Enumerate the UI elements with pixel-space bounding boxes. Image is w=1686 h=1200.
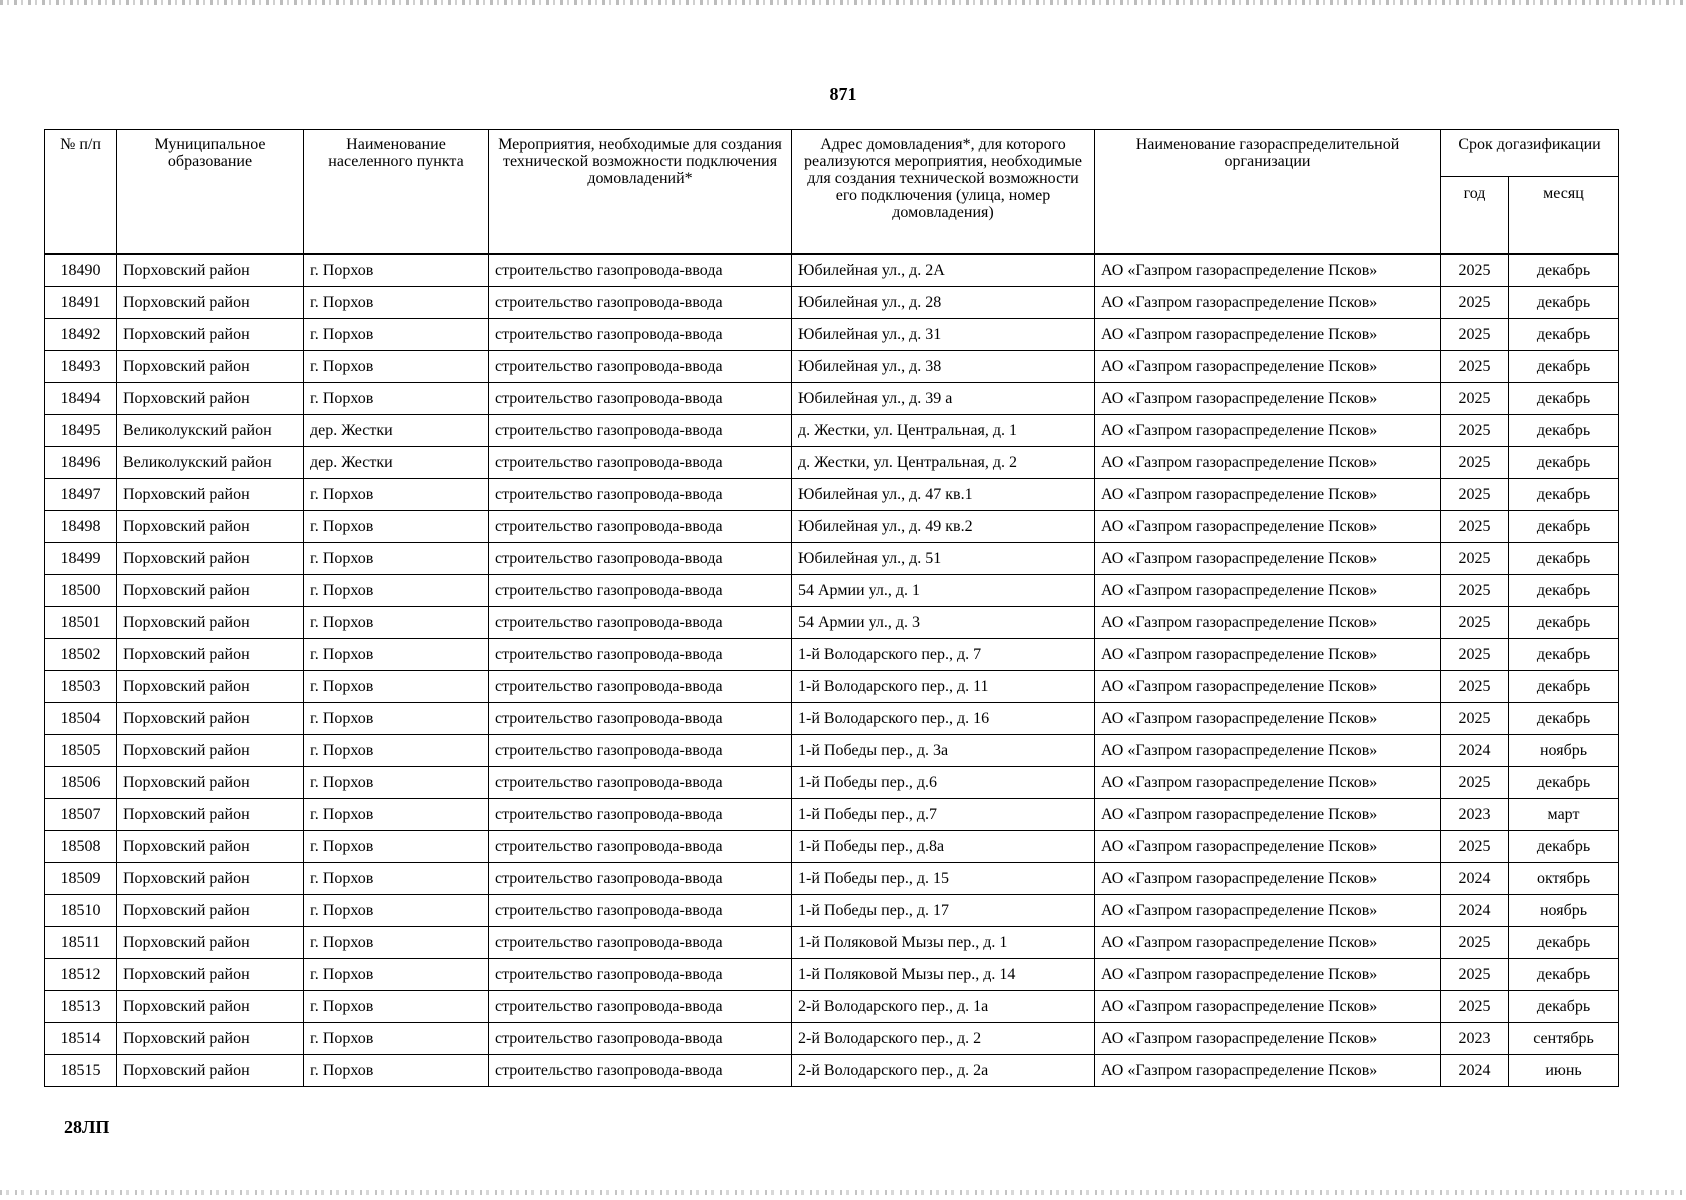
table-row xyxy=(45,799,1619,831)
table-row xyxy=(45,991,1619,1023)
table-row xyxy=(45,1023,1619,1055)
cell-month: декабрь xyxy=(1509,254,1619,287)
cell-municipality: Порховский район xyxy=(117,1055,304,1087)
table-row xyxy=(45,1055,1619,1087)
cell-organization: АО «Газпром газораспределение Псков» xyxy=(1095,799,1441,831)
cell-year: 2025 xyxy=(1441,254,1509,287)
cell-month: декабрь xyxy=(1509,607,1619,639)
cell-organization: АО «Газпром газораспределение Псков» xyxy=(1095,383,1441,415)
table-body xyxy=(45,254,1619,1087)
cell-address: Юбилейная ул., д. 51 xyxy=(792,543,1095,575)
cell-address: д. Жестки, ул. Центральная, д. 2 xyxy=(792,447,1095,479)
cell-municipality: Порховский район xyxy=(117,479,304,511)
header-year: год xyxy=(1441,177,1509,255)
cell-settlement: г. Порхов xyxy=(304,479,489,511)
cell-address: 1-й Володарского пер., д. 11 xyxy=(792,671,1095,703)
cell-year: 2025 xyxy=(1441,319,1509,351)
cell-num: 18492 xyxy=(45,319,117,351)
cell-municipality: Порховский район xyxy=(117,511,304,543)
cell-municipality: Порховский район xyxy=(117,991,304,1023)
table-row xyxy=(45,383,1619,415)
cell-organization: АО «Газпром газораспределение Псков» xyxy=(1095,735,1441,767)
cell-settlement: г. Порхов xyxy=(304,831,489,863)
cell-address: 2-й Володарского пер., д. 2а xyxy=(792,1055,1095,1087)
cell-settlement: г. Порхов xyxy=(304,703,489,735)
cell-year: 2025 xyxy=(1441,927,1509,959)
cell-month: октябрь xyxy=(1509,863,1619,895)
cell-municipality: Порховский район xyxy=(117,383,304,415)
cell-num: 18510 xyxy=(45,895,117,927)
table-row xyxy=(45,479,1619,511)
cell-organization: АО «Газпром газораспределение Псков» xyxy=(1095,639,1441,671)
cell-year: 2025 xyxy=(1441,575,1509,607)
cell-municipality: Великолукский район xyxy=(117,447,304,479)
cell-year: 2024 xyxy=(1441,895,1509,927)
cell-address: Юбилейная ул., д. 31 xyxy=(792,319,1095,351)
cell-municipality: Порховский район xyxy=(117,895,304,927)
cell-year: 2023 xyxy=(1441,1023,1509,1055)
cell-year: 2024 xyxy=(1441,1055,1509,1087)
cell-municipality: Порховский район xyxy=(117,1023,304,1055)
table-header xyxy=(45,130,1619,255)
header-address: Адрес домовладения*, для которого реализуются мероприятия, необходимые для создания технической возможности его подключения (улица, номер домовладения) xyxy=(792,130,1095,255)
cell-municipality: Порховский район xyxy=(117,767,304,799)
cell-measures: строительство газопровода-ввода xyxy=(489,831,792,863)
header-term: Срок догазификации xyxy=(1441,130,1619,177)
cell-organization: АО «Газпром газораспределение Псков» xyxy=(1095,863,1441,895)
cell-settlement: г. Порхов xyxy=(304,671,489,703)
cell-settlement: дер. Жестки xyxy=(304,447,489,479)
table-row xyxy=(45,767,1619,799)
header-num: № п/п xyxy=(45,130,117,255)
cell-num: 18499 xyxy=(45,543,117,575)
cell-settlement: г. Порхов xyxy=(304,1055,489,1087)
cell-year: 2025 xyxy=(1441,351,1509,383)
cell-measures: строительство газопровода-ввода xyxy=(489,543,792,575)
cell-month: декабрь xyxy=(1509,959,1619,991)
cell-municipality: Порховский район xyxy=(117,735,304,767)
cell-month: декабрь xyxy=(1509,543,1619,575)
cell-measures: строительство газопровода-ввода xyxy=(489,703,792,735)
cell-settlement: г. Порхов xyxy=(304,767,489,799)
cell-municipality: Порховский район xyxy=(117,959,304,991)
table-row xyxy=(45,575,1619,607)
cell-month: декабрь xyxy=(1509,319,1619,351)
cell-year: 2025 xyxy=(1441,991,1509,1023)
cell-address: 1-й Победы пер., д.8а xyxy=(792,831,1095,863)
cell-municipality: Порховский район xyxy=(117,575,304,607)
cell-year: 2025 xyxy=(1441,479,1509,511)
cell-municipality: Порховский район xyxy=(117,703,304,735)
cell-organization: АО «Газпром газораспределение Псков» xyxy=(1095,1055,1441,1087)
cell-month: декабрь xyxy=(1509,287,1619,319)
cell-measures: строительство газопровода-ввода xyxy=(489,479,792,511)
cell-num: 18501 xyxy=(45,607,117,639)
cell-address: 1-й Победы пер., д. 17 xyxy=(792,895,1095,927)
cell-measures: строительство газопровода-ввода xyxy=(489,415,792,447)
cell-year: 2025 xyxy=(1441,703,1509,735)
cell-settlement: г. Порхов xyxy=(304,799,489,831)
cell-municipality: Порховский район xyxy=(117,351,304,383)
table-row xyxy=(45,831,1619,863)
table-row xyxy=(45,895,1619,927)
cell-num: 18496 xyxy=(45,447,117,479)
cell-month: декабрь xyxy=(1509,575,1619,607)
cell-address: 1-й Победы пер., д. 3а xyxy=(792,735,1095,767)
cell-address: Юбилейная ул., д. 49 кв.2 xyxy=(792,511,1095,543)
cell-organization: АО «Газпром газораспределение Псков» xyxy=(1095,831,1441,863)
cell-year: 2025 xyxy=(1441,671,1509,703)
gasification-table xyxy=(44,129,1619,1087)
cell-address: 1-й Володарского пер., д. 16 xyxy=(792,703,1095,735)
cell-organization: АО «Газпром газораспределение Псков» xyxy=(1095,415,1441,447)
cell-settlement: г. Порхов xyxy=(304,383,489,415)
cell-municipality: Порховский район xyxy=(117,639,304,671)
cell-settlement: г. Порхов xyxy=(304,863,489,895)
cell-measures: строительство газопровода-ввода xyxy=(489,447,792,479)
cell-address: 1-й Поляковой Мызы пер., д. 14 xyxy=(792,959,1095,991)
cell-address: 1-й Победы пер., д. 15 xyxy=(792,863,1095,895)
header-settlement: Наименование населенного пункта xyxy=(304,130,489,255)
cell-settlement: г. Порхов xyxy=(304,895,489,927)
cell-num: 18513 xyxy=(45,991,117,1023)
table-row xyxy=(45,447,1619,479)
cell-year: 2024 xyxy=(1441,735,1509,767)
cell-year: 2025 xyxy=(1441,639,1509,671)
cell-measures: строительство газопровода-ввода xyxy=(489,575,792,607)
cell-municipality: Порховский район xyxy=(117,319,304,351)
table-row xyxy=(45,703,1619,735)
cell-num: 18512 xyxy=(45,959,117,991)
header-month: месяц xyxy=(1509,177,1619,255)
cell-address: Юбилейная ул., д. 47 кв.1 xyxy=(792,479,1095,511)
cell-num: 18508 xyxy=(45,831,117,863)
cell-measures: строительство газопровода-ввода xyxy=(489,511,792,543)
cell-month: март xyxy=(1509,799,1619,831)
cell-municipality: Порховский район xyxy=(117,799,304,831)
cell-num: 18490 xyxy=(45,254,117,287)
table-row xyxy=(45,735,1619,767)
cell-month: декабрь xyxy=(1509,639,1619,671)
table-row xyxy=(45,639,1619,671)
cell-organization: АО «Газпром газораспределение Псков» xyxy=(1095,575,1441,607)
cell-settlement: г. Порхов xyxy=(304,319,489,351)
cell-address: 2-й Володарского пер., д. 2 xyxy=(792,1023,1095,1055)
cell-measures: строительство газопровода-ввода xyxy=(489,959,792,991)
cell-measures: строительство газопровода-ввода xyxy=(489,254,792,287)
scan-edge-top xyxy=(0,0,1686,5)
cell-num: 18505 xyxy=(45,735,117,767)
cell-organization: АО «Газпром газораспределение Псков» xyxy=(1095,319,1441,351)
cell-num: 18498 xyxy=(45,511,117,543)
cell-year: 2025 xyxy=(1441,767,1509,799)
cell-settlement: г. Порхов xyxy=(304,1023,489,1055)
cell-num: 18502 xyxy=(45,639,117,671)
table-row xyxy=(45,543,1619,575)
cell-organization: АО «Газпром газораспределение Псков» xyxy=(1095,927,1441,959)
cell-municipality: Порховский район xyxy=(117,543,304,575)
cell-month: декабрь xyxy=(1509,447,1619,479)
cell-organization: АО «Газпром газораспределение Псков» xyxy=(1095,479,1441,511)
cell-month: ноябрь xyxy=(1509,895,1619,927)
cell-settlement: г. Порхов xyxy=(304,254,489,287)
cell-num: 18511 xyxy=(45,927,117,959)
cell-month: декабрь xyxy=(1509,703,1619,735)
table-row xyxy=(45,927,1619,959)
cell-num: 18493 xyxy=(45,351,117,383)
cell-settlement: г. Порхов xyxy=(304,959,489,991)
cell-num: 18504 xyxy=(45,703,117,735)
cell-measures: строительство газопровода-ввода xyxy=(489,639,792,671)
footer-code: 28ЛП xyxy=(64,1117,110,1137)
cell-num: 18500 xyxy=(45,575,117,607)
cell-organization: АО «Газпром газораспределение Псков» xyxy=(1095,254,1441,287)
cell-settlement: г. Порхов xyxy=(304,991,489,1023)
cell-municipality: Порховский район xyxy=(117,287,304,319)
cell-municipality: Порховский район xyxy=(117,254,304,287)
cell-year: 2025 xyxy=(1441,959,1509,991)
header-municipality: Муниципальное образование xyxy=(117,130,304,255)
cell-month: декабрь xyxy=(1509,927,1619,959)
cell-measures: строительство газопровода-ввода xyxy=(489,607,792,639)
cell-municipality: Порховский район xyxy=(117,831,304,863)
cell-year: 2025 xyxy=(1441,543,1509,575)
cell-settlement: г. Порхов xyxy=(304,639,489,671)
table-row xyxy=(45,863,1619,895)
table-row xyxy=(45,287,1619,319)
cell-settlement: г. Порхов xyxy=(304,351,489,383)
cell-year: 2025 xyxy=(1441,287,1509,319)
table-row xyxy=(45,319,1619,351)
cell-num: 18494 xyxy=(45,383,117,415)
cell-year: 2024 xyxy=(1441,863,1509,895)
table-row xyxy=(45,415,1619,447)
cell-year: 2025 xyxy=(1441,383,1509,415)
cell-year: 2025 xyxy=(1441,415,1509,447)
cell-month: декабрь xyxy=(1509,511,1619,543)
cell-organization: АО «Газпром газораспределение Псков» xyxy=(1095,991,1441,1023)
cell-measures: строительство газопровода-ввода xyxy=(489,1055,792,1087)
cell-measures: строительство газопровода-ввода xyxy=(489,351,792,383)
cell-month: декабрь xyxy=(1509,351,1619,383)
table-row xyxy=(45,959,1619,991)
cell-organization: АО «Газпром газораспределение Псков» xyxy=(1095,543,1441,575)
cell-num: 18497 xyxy=(45,479,117,511)
cell-address: 1-й Володарского пер., д. 7 xyxy=(792,639,1095,671)
cell-measures: строительство газопровода-ввода xyxy=(489,1023,792,1055)
cell-measures: строительство газопровода-ввода xyxy=(489,863,792,895)
cell-settlement: дер. Жестки xyxy=(304,415,489,447)
cell-year: 2025 xyxy=(1441,511,1509,543)
cell-address: 2-й Володарского пер., д. 1а xyxy=(792,991,1095,1023)
cell-settlement: г. Порхов xyxy=(304,735,489,767)
cell-municipality: Порховский район xyxy=(117,607,304,639)
cell-organization: АО «Газпром газораспределение Псков» xyxy=(1095,607,1441,639)
header-measures: Мероприятия, необходимые для создания технической возможности подключения домовладений* xyxy=(489,130,792,255)
cell-address: 1-й Победы пер., д.6 xyxy=(792,767,1095,799)
cell-num: 18495 xyxy=(45,415,117,447)
cell-settlement: г. Порхов xyxy=(304,927,489,959)
cell-month: декабрь xyxy=(1509,671,1619,703)
cell-month: декабрь xyxy=(1509,767,1619,799)
cell-month: декабрь xyxy=(1509,831,1619,863)
table-row xyxy=(45,671,1619,703)
cell-num: 18491 xyxy=(45,287,117,319)
cell-measures: строительство газопровода-ввода xyxy=(489,895,792,927)
cell-municipality: Великолукский район xyxy=(117,415,304,447)
cell-month: декабрь xyxy=(1509,415,1619,447)
cell-settlement: г. Порхов xyxy=(304,287,489,319)
cell-address: Юбилейная ул., д. 2А xyxy=(792,254,1095,287)
cell-organization: АО «Газпром газораспределение Псков» xyxy=(1095,767,1441,799)
cell-num: 18515 xyxy=(45,1055,117,1087)
cell-address: Юбилейная ул., д. 38 xyxy=(792,351,1095,383)
cell-settlement: г. Порхов xyxy=(304,543,489,575)
cell-num: 18503 xyxy=(45,671,117,703)
cell-municipality: Порховский район xyxy=(117,927,304,959)
cell-address: Юбилейная ул., д. 39 а xyxy=(792,383,1095,415)
cell-settlement: г. Порхов xyxy=(304,607,489,639)
cell-measures: строительство газопровода-ввода xyxy=(489,671,792,703)
cell-month: июнь xyxy=(1509,1055,1619,1087)
table-row xyxy=(45,254,1619,287)
cell-num: 18509 xyxy=(45,863,117,895)
cell-organization: АО «Газпром газораспределение Псков» xyxy=(1095,703,1441,735)
cell-measures: строительство газопровода-ввода xyxy=(489,927,792,959)
table-row xyxy=(45,351,1619,383)
cell-organization: АО «Газпром газораспределение Псков» xyxy=(1095,1023,1441,1055)
cell-measures: строительство газопровода-ввода xyxy=(489,319,792,351)
cell-num: 18514 xyxy=(45,1023,117,1055)
scan-edge-bottom xyxy=(0,1190,1686,1195)
page-number: 871 xyxy=(829,84,857,104)
cell-month: сентябрь xyxy=(1509,1023,1619,1055)
table-row xyxy=(45,511,1619,543)
cell-year: 2025 xyxy=(1441,607,1509,639)
cell-year: 2023 xyxy=(1441,799,1509,831)
cell-measures: строительство газопровода-ввода xyxy=(489,767,792,799)
cell-address: 54 Армии ул., д. 1 xyxy=(792,575,1095,607)
cell-year: 2025 xyxy=(1441,447,1509,479)
cell-organization: АО «Газпром газораспределение Псков» xyxy=(1095,895,1441,927)
cell-month: декабрь xyxy=(1509,383,1619,415)
cell-address: д. Жестки, ул. Центральная, д. 1 xyxy=(792,415,1095,447)
cell-measures: строительство газопровода-ввода xyxy=(489,991,792,1023)
cell-municipality: Порховский район xyxy=(117,863,304,895)
cell-organization: АО «Газпром газораспределение Псков» xyxy=(1095,671,1441,703)
cell-organization: АО «Газпром газораспределение Псков» xyxy=(1095,511,1441,543)
cell-year: 2025 xyxy=(1441,831,1509,863)
cell-address: Юбилейная ул., д. 28 xyxy=(792,287,1095,319)
cell-num: 18507 xyxy=(45,799,117,831)
cell-month: ноябрь xyxy=(1509,735,1619,767)
table-row xyxy=(45,607,1619,639)
cell-organization: АО «Газпром газораспределение Псков» xyxy=(1095,447,1441,479)
cell-measures: строительство газопровода-ввода xyxy=(489,383,792,415)
cell-measures: строительство газопровода-ввода xyxy=(489,735,792,767)
header-organization: Наименование газораспределительной организации xyxy=(1095,130,1441,255)
cell-address: 1-й Победы пер., д.7 xyxy=(792,799,1095,831)
cell-organization: АО «Газпром газораспределение Псков» xyxy=(1095,959,1441,991)
cell-address: 54 Армии ул., д. 3 xyxy=(792,607,1095,639)
cell-month: декабрь xyxy=(1509,991,1619,1023)
cell-settlement: г. Порхов xyxy=(304,511,489,543)
cell-month: декабрь xyxy=(1509,479,1619,511)
cell-municipality: Порховский район xyxy=(117,671,304,703)
cell-settlement: г. Порхов xyxy=(304,575,489,607)
cell-address: 1-й Поляковой Мызы пер., д. 1 xyxy=(792,927,1095,959)
cell-measures: строительство газопровода-ввода xyxy=(489,799,792,831)
cell-num: 18506 xyxy=(45,767,117,799)
cell-measures: строительство газопровода-ввода xyxy=(489,287,792,319)
cell-organization: АО «Газпром газораспределение Псков» xyxy=(1095,351,1441,383)
cell-organization: АО «Газпром газораспределение Псков» xyxy=(1095,287,1441,319)
